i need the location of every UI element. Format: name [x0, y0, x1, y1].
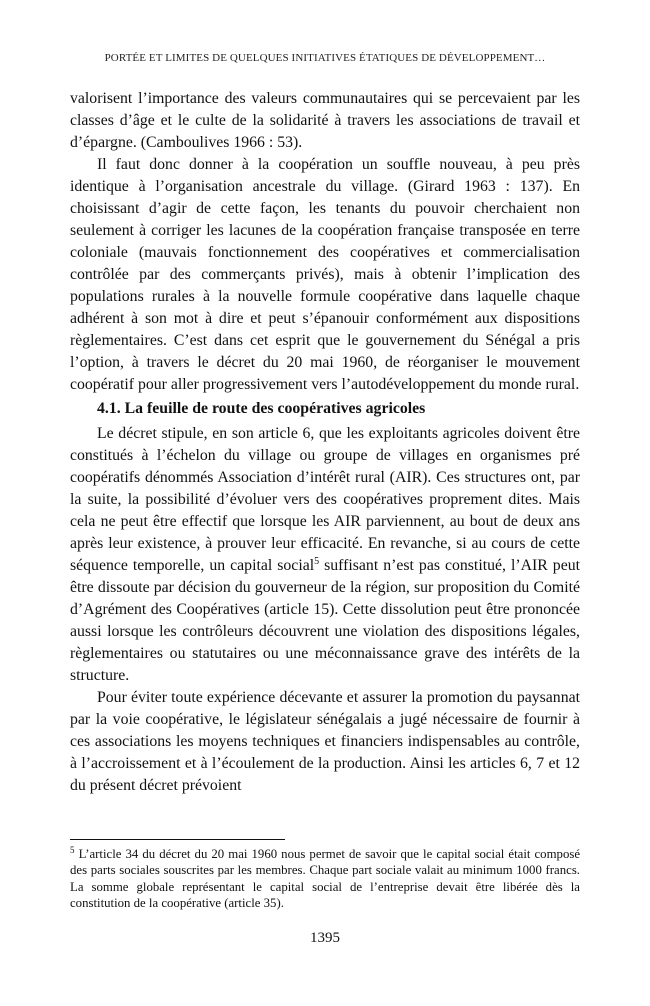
footnote-number: 5 — [70, 845, 75, 855]
body-text — [70, 88, 580, 797]
paragraph-continuation: valorisent l’importance des valeurs communautaires qui se percevaient par les classes d’âge et le culte de la solidarité à travers les associations de travail et d’épargne. (Camboulives 1966 : 53). — [70, 90, 580, 151]
footnote-text: L’article 34 du décret du 20 mai 1960 nous permet de savoir que le capital social était composé des parts sociales souscrites par les membres. Chaque part sociale valait au minimum 1000 francs. La somme globale représentant le capital social de l’entreprise devait être libérée dès la constitution de la coopérative (article 35). — [70, 847, 580, 911]
footnote — [70, 846, 580, 912]
section-heading: 4.1. La feuille de route des coopératives agricoles — [97, 400, 426, 417]
page-number: 1395 — [310, 930, 340, 946]
paragraph-decree-part2: suffisant n’est pas constitué, l’AIR peut être dissoute par décision du gouverneur de la région, sur proposition du Comité d’Agrément des Coopératives (article 15). Cette dissolution peut être prononcée aussi lorsque les contrôleurs découvrent une violation des dispositions légales, règlementaires ou statutaires ou une méconnaissance grave des intérêts de la structure. — [70, 557, 580, 684]
running-head: PORTÉE ET LIMITES DE QUELQUES INITIATIVES ÉTATIQUES DE DÉVELOPPEMENT… — [104, 52, 546, 64]
paragraph-legislator: Pour éviter toute expérience décevante et assurer la promotion du paysannat par la voie coopérative, le législateur sénégalais a jugé nécessaire de fournir à ces associations les moyens techniques et financiers indispensables au contrôle, à l’accroissement et à l’écoulement de la production. Ainsi les articles 6, 7 et 12 du présent décret prévoient — [70, 689, 580, 794]
paragraph-decree-part1: Le décret stipule, en son article 6, que les exploitants agricoles doivent être constitués à l’échelon du village ou groupe de villages en organismes pré coopératifs dénommés Association d’intérêt rural (AIR). Ces structures ont, par la suite, la possibilité d’évoluer vers des coopératives proprement dites. Mais cela ne peut être effectif que lorsque les AIR parviennent, au bout de deux ans après leur existence, à prouver leur efficacité. En revanche, si au cours de cette séquence temporelle, un capital social — [70, 425, 580, 574]
footnote-separator — [70, 839, 285, 840]
paragraph-cooperation: Il faut donc donner à la coopération un souffle nouveau, à peu près identique à l’organisation ancestrale du village. (Girard 1963 : 137). En choisissant d’agir de cette façon, les tenants du pouvoir cherchaient non seulement à corriger les lacunes de la coopération française transposée en terre coloniale (mauvais fonctionnement des coopératives et commercialisation contrôlée par des commerçants privés), mais à obtenir l’implication des populations rurales à la nouvelle formule coopérative dans laquelle chaque adhérent à son mot à dire et peut s’épanouir conformément aux dispositions règlementaires. C’est dans cet esprit que le gouvernement du Sénégal a pris l’option, à travers le décret du 20 mai 1960, de réorganiser le mouvement coopératif pour aller progressivement vers l’autodéveloppement du monde rural. — [70, 156, 580, 393]
paragraph-decree — [70, 423, 580, 687]
footnote-reference[interactable]: 5 — [314, 556, 320, 567]
